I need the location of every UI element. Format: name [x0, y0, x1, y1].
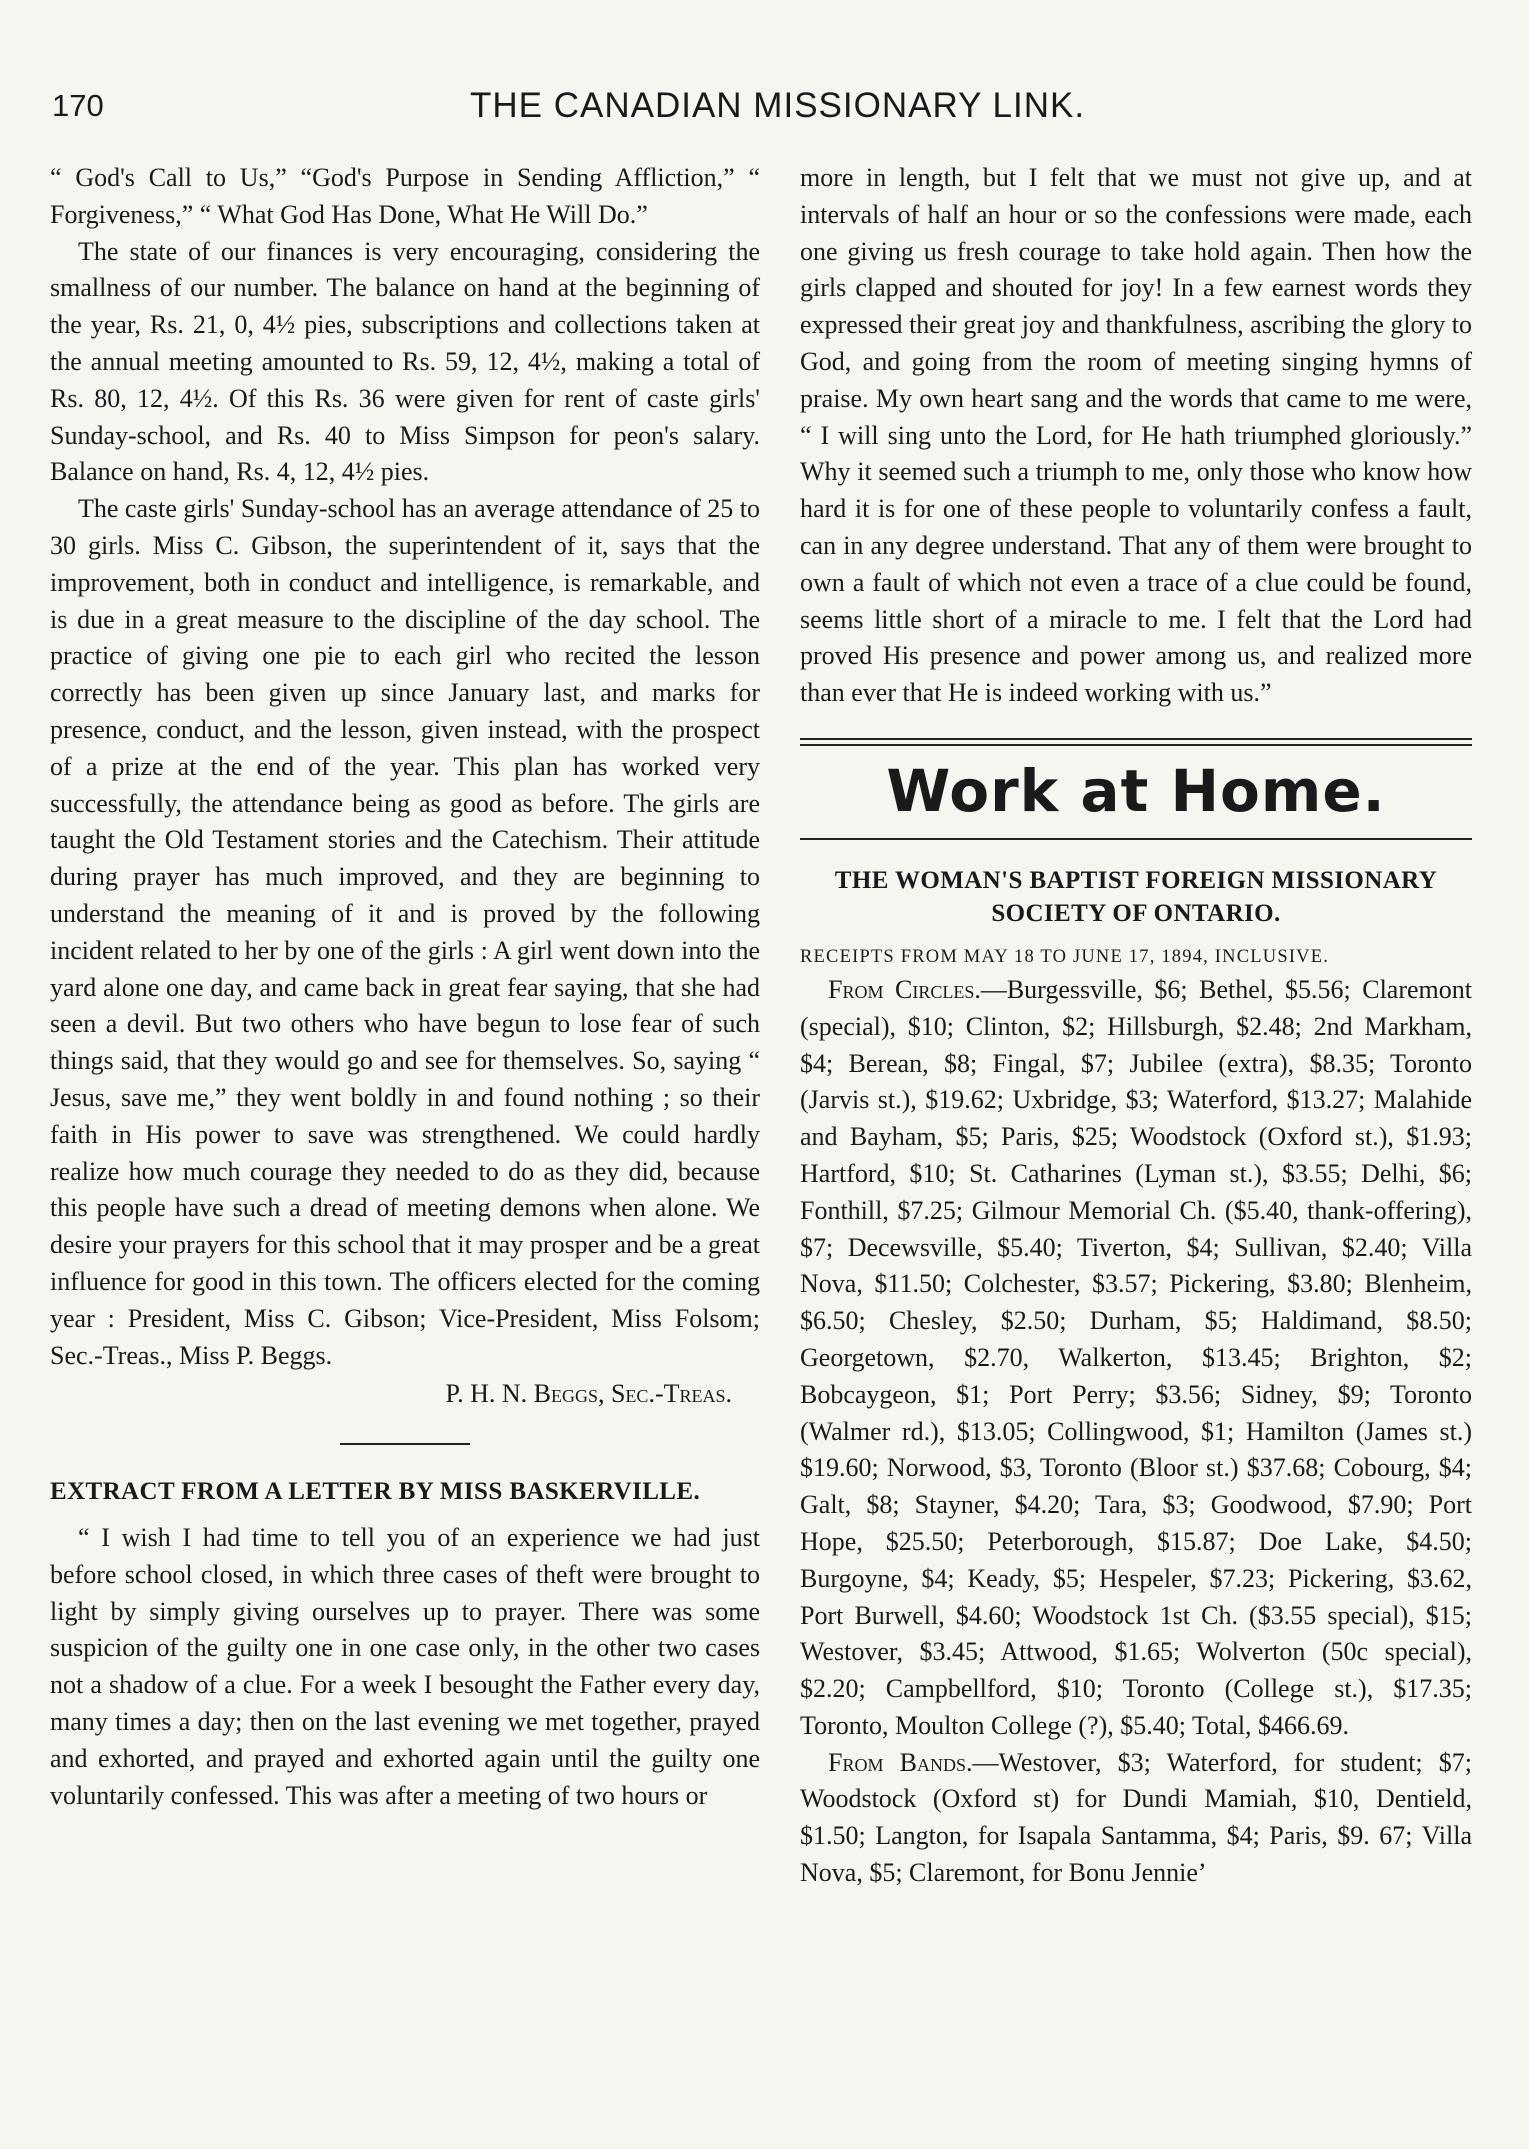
- circles-label: From Circles.: [828, 974, 981, 1004]
- receipts-period: RECEIPTS FROM MAY 18 TO JUNE 17, 1894, INCLUSIVE.: [800, 946, 1330, 967]
- paragraph: The state of our finances is very encouraging, considering the smallness of our number. The balance on hand at the beginning of the year, Rs. 21, 0, 4½ pies, subscriptions and collections taken at the annual meeting amounted to Rs. 59, 12, 4½, making a total of Rs. 80, 12, 4½. Of this Rs. 36 were given for rent of caste girls' Sunday-school, and Rs. 40 to Miss Simpson for peon's salary. Balance on hand, Rs. 4, 12, 4½ pies.: [50, 236, 760, 487]
- section-title: Work at Home.: [886, 756, 1386, 825]
- double-rule: [800, 738, 1472, 746]
- circles-receipts: [800, 972, 1472, 1745]
- divider: [340, 1443, 470, 1445]
- paragraph: “ I wish I had time to tell you of an experience we had just before school closed, in which three cases of theft were brought to light by simply giving ourselves up to prayer. There was some suspicion of the guilty one in one case only, in the other two cases not a shadow of a clue. For a week I besought the Father every day, many times a day; then on the last evening we met together, prayed and exhorted, and prayed and exhorted again until the guilty one voluntarily confessed. This was after a meeting of two hours or: [50, 1523, 760, 1810]
- bands-text: —Westover, $3; Waterford, for student; $7; Woodstock (Oxford st) for Dundi Mamiah, $10, Dentield, $1.50; Langton, for Isapala Santamma, $4; Paris, $9. 67; Villa Nova, $5; Claremont, for Bonu Jennie’: [800, 1747, 1473, 1888]
- bands-label: From Bands.: [828, 1747, 973, 1777]
- paragraph: more in length, but I felt that we must not give up, and at intervals of half an hour or so the confessions were made, each one giving us fresh courage to take hold again. Then how the girls clapped and shouted for joy! In a few earnest words they expressed their great joy and thankfulness, ascribing the glory to God, and going from the room of meeting singing hymns of praise. My own heart sang and the words that came to me were, “ I will sing unto the Lord, for He hath triumphed gloriously.” Why it seemed such a triumph to me, only those who know how hard it is for one of these people to voluntarily confess a fault, can in any degree understand. That any of them were brought to own a fault of which not even a trace of a clue could be found, seems little short of a miracle to me. I felt that the Lord had proved His presence and power among us, and realized more than ever that He is indeed working with us.”: [800, 163, 1472, 708]
- publication-title: THE CANADIAN MISSIONARY LINK.: [470, 86, 1086, 125]
- paragraph: The caste girls' Sunday-school has an average attendance of 25 to 30 girls. Miss C. Gibson, the superintendent of it, says that the improvement, both in conduct and intelligence, is remarkable, and is due in a great measure to the discipline of the day school. The practice of giving one pie to each girl who recited the lesson correctly has been given up since January last, and marks for presence, conduct, and the lesson, given instead, with the prospect of a prize at the end of the year. This plan has worked very successfully, the attendance being as good as before. The girls are taught the Old Testament stories and the Catechism. Their attitude during prayer has much improved, and they are beginning to understand the meaning of it and is proved by the following incident related to her by one of the girls : A girl went down into the yard alone one day, and came back in great fear saying, that she had seen a devil. But two others who have begun to lose fear of such things said, that they would go and see for themselves. So, saying “ Jesus, save me,” they went boldly in and found nothing ; so their faith in His power to save was strengthened. We could hardly realize how much courage they needed to do as they did, because this people have such a dread of meeting demons when alone. We desire your prayers for this school that it may prosper and be a great influence for good in this town. The officers elected for the coming year : President, Miss C. Gibson; Vice-President, Miss Folsom; Sec.-Treas., Miss P. Beggs.: [50, 494, 760, 1370]
- left-column: [50, 160, 760, 1814]
- right-column: [800, 160, 1472, 1892]
- circles-text: —Burgessville, $6; Bethel, $5.56; Claremont (special), $10; Clinton, $2; Hillsburgh, $2.48; 2nd Markham, $4; Berean, $8; Fingal, $7; Jubilee (extra), $8.35; Toronto (Jarvis st.), $19.62; Uxbridge, $3; Waterford, $13.27; Malahide and Bayham, $5; Paris, $25; Woodstock (Oxford st.), $1.93; Hartford, $10; St. Catharines (Lyman st.), $3.55; Delhi, $6; Fonthill, $7.25; Gilmour Memorial Ch. ($5.40, thank-offering), $7; Decewsville, $5.40; Tiverton, $4; Sullivan, $2.40; Villa Nova, $11.50; Colchester, $3.57; Pickering, $3.80; Blenheim, $6.50; Chesley, $2.50; Durham, $5; Haldimand, $8.50; Georgetown, $2.70, Walkerton, $13.45; Brighton, $2; Bobcaygeon, $1; Port Perry; $3.56; Sidney, $9; Toronto (Walmer rd.), $13.05; Collingwood, $1; Hamilton (James st.) $19.60; Norwood, $3, Toronto (Bloor st.) $37.68; Cobourg, $4; Galt, $8; Stayner, $4.20; Tara, $3; Goodwood, $7.90; Port Hope, $25.50; Peterborough, $15.87; Doe Lake, $4.50; Burgoyne, $4; Keady, $5; Hespeler, $7.23; Pickering, $3.62, Port Burwell, $4.60; Woodstock 1st Ch. ($3.55 special), $15; Westover, $3.45; Attwood, $1.65; Wolverton (50c special), $2.20; Campbellford, $10; Toronto (College st.), $17.35; Toronto, Moulton College (?), $5.40; Total, $466.69.: [800, 974, 1472, 1740]
- rule: [800, 838, 1472, 840]
- society-heading: THE WOMAN'S BAPTIST FOREIGN MISSIONARY SOCIETY OF ONTARIO.: [834, 866, 1438, 927]
- signature: P. H. N. Beggs, Sec.-Treas.: [445, 1379, 732, 1409]
- bands-receipts: [800, 1745, 1472, 1892]
- extract-heading: EXTRACT FROM A LETTER BY MISS BASKERVILLE.: [50, 1478, 701, 1506]
- paragraph: “ God's Call to Us,” “God's Purpose in Sending Affliction,” “ Forgiveness,” “ What God Has Done, What He Will Do.”: [50, 163, 760, 229]
- page-number: 170: [52, 88, 104, 123]
